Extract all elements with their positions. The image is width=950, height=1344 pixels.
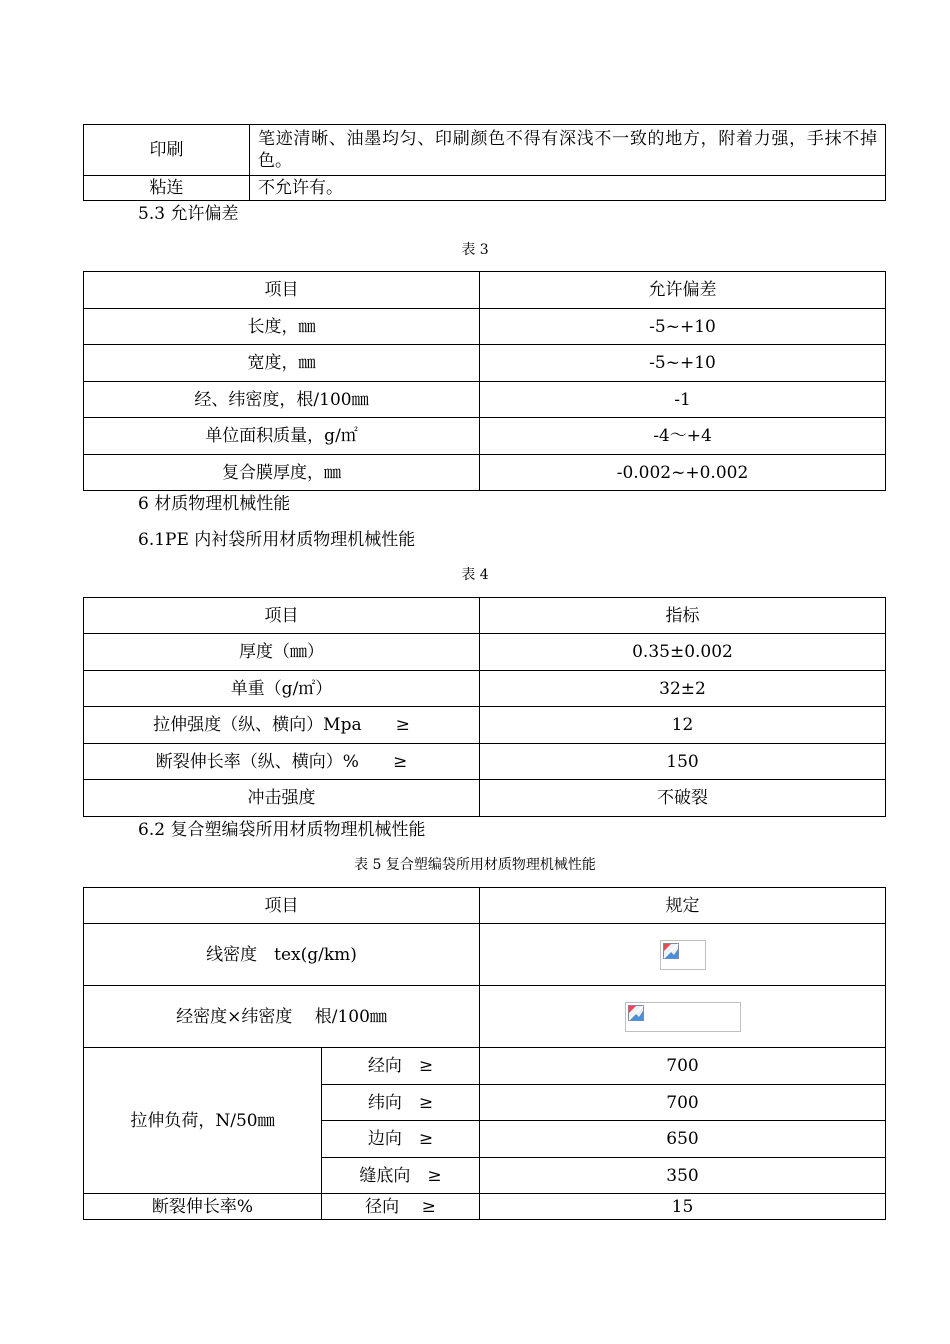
table-row bbox=[84, 986, 886, 1048]
table-row bbox=[84, 634, 886, 671]
table-row bbox=[84, 455, 886, 491]
table-row bbox=[84, 309, 886, 345]
table-cell: 700 bbox=[480, 1085, 886, 1121]
table-cell: 650 bbox=[480, 1121, 886, 1158]
table-cell: 700 bbox=[480, 1048, 886, 1085]
table-cell: 粘连 bbox=[84, 176, 250, 201]
table-appearance bbox=[83, 124, 886, 201]
table-5 bbox=[83, 887, 886, 1220]
table-cell: 0.35±0.002 bbox=[480, 634, 886, 671]
table-cell: 12 bbox=[480, 707, 886, 744]
table-cell: -1 bbox=[480, 382, 886, 418]
table-caption: 表 5 复合塑编袋所用材质物理机械性能 bbox=[354, 857, 596, 873]
table-cell: 线密度 tex(g/km) bbox=[84, 924, 480, 986]
table-cell: 径向 ≥ bbox=[322, 1194, 480, 1220]
table-row bbox=[84, 707, 886, 744]
table-caption: 表 4 bbox=[461, 567, 489, 583]
table-cell: 长度，㎜ bbox=[84, 309, 480, 345]
table-cell: 厚度（㎜） bbox=[84, 634, 480, 671]
table-header: 项目 bbox=[84, 888, 480, 924]
table-header: 项目 bbox=[84, 272, 480, 309]
table-cell: 拉伸负荷，N/50㎜ bbox=[84, 1048, 322, 1194]
table-row bbox=[84, 1048, 886, 1085]
table-row bbox=[84, 345, 886, 382]
table-3 bbox=[83, 271, 886, 491]
broken-image-icon bbox=[628, 1005, 644, 1021]
table-cell: 150 bbox=[480, 744, 886, 780]
table-cell: 复合膜厚度，㎜ bbox=[84, 455, 480, 491]
table-cell: 32±2 bbox=[480, 671, 886, 707]
section-heading: 5.3 允许偏差 bbox=[138, 204, 239, 224]
broken-image bbox=[625, 1002, 741, 1032]
table-cell: 宽度，㎜ bbox=[84, 345, 480, 382]
section-heading: 6.1PE 内衬袋所用材质物理机械性能 bbox=[138, 530, 416, 550]
table-row bbox=[84, 1194, 886, 1220]
table-cell: 不允许有。 bbox=[250, 176, 886, 201]
table-header: 允许偏差 bbox=[480, 272, 886, 309]
table-header: 项目 bbox=[84, 598, 480, 634]
table-cell: 冲击强度 bbox=[84, 780, 480, 817]
table-header: 指标 bbox=[480, 598, 886, 634]
table-cell: 经密度×纬密度 根/100㎜ bbox=[84, 986, 480, 1048]
table-cell: 单位面积质量，g/㎡ bbox=[84, 418, 480, 455]
table-cell: 不破裂 bbox=[480, 780, 886, 817]
broken-image-icon bbox=[663, 943, 679, 959]
table-cell: 缝底向 ≥ bbox=[322, 1158, 480, 1194]
table-row bbox=[84, 924, 886, 986]
table-cell: 笔迹清晰、油墨均匀、印刷颜色不得有深浅不一致的地方，附着力强，手抹不掉色。 bbox=[250, 125, 886, 176]
table-cell: 边向 ≥ bbox=[322, 1121, 480, 1158]
section-heading: 6 材质物理机械性能 bbox=[138, 494, 291, 514]
table-row bbox=[84, 418, 886, 455]
table-header: 规定 bbox=[480, 888, 886, 924]
table-cell: -0.002~+0.002 bbox=[480, 455, 886, 491]
table-cell: 纬向 ≥ bbox=[322, 1085, 480, 1121]
table-cell: 350 bbox=[480, 1158, 886, 1194]
table-4 bbox=[83, 597, 886, 817]
section-heading: 6.2 复合塑编袋所用材质物理机械性能 bbox=[138, 820, 426, 840]
table-cell: 断裂伸长率% bbox=[84, 1194, 322, 1220]
table-row bbox=[84, 176, 886, 201]
table-cell bbox=[480, 986, 886, 1048]
table-cell: 经、纬密度，根/100㎜ bbox=[84, 382, 480, 418]
table-caption: 表 3 bbox=[461, 242, 489, 258]
table-cell: 经向 ≥ bbox=[322, 1048, 480, 1085]
table-header-row bbox=[84, 888, 886, 924]
table-cell: 印刷 bbox=[84, 125, 250, 176]
table-row bbox=[84, 671, 886, 707]
table-header-row bbox=[84, 598, 886, 634]
table-cell: 单重（g/㎡） bbox=[84, 671, 480, 707]
table-cell: -5~+10 bbox=[480, 345, 886, 382]
table-cell: -4～+4 bbox=[480, 418, 886, 455]
table-row bbox=[84, 780, 886, 817]
broken-image bbox=[660, 940, 706, 970]
table-header-row bbox=[84, 272, 886, 309]
table-cell: -5~+10 bbox=[480, 309, 886, 345]
table-cell: 15 bbox=[480, 1194, 886, 1220]
table-cell: 断裂伸长率（纵、横向）% ≥ bbox=[84, 744, 480, 780]
table-cell bbox=[480, 924, 886, 986]
table-cell: 拉伸强度（纵、横向）Mpa ≥ bbox=[84, 707, 480, 744]
table-row bbox=[84, 125, 886, 176]
table-row bbox=[84, 744, 886, 780]
table-row bbox=[84, 382, 886, 418]
